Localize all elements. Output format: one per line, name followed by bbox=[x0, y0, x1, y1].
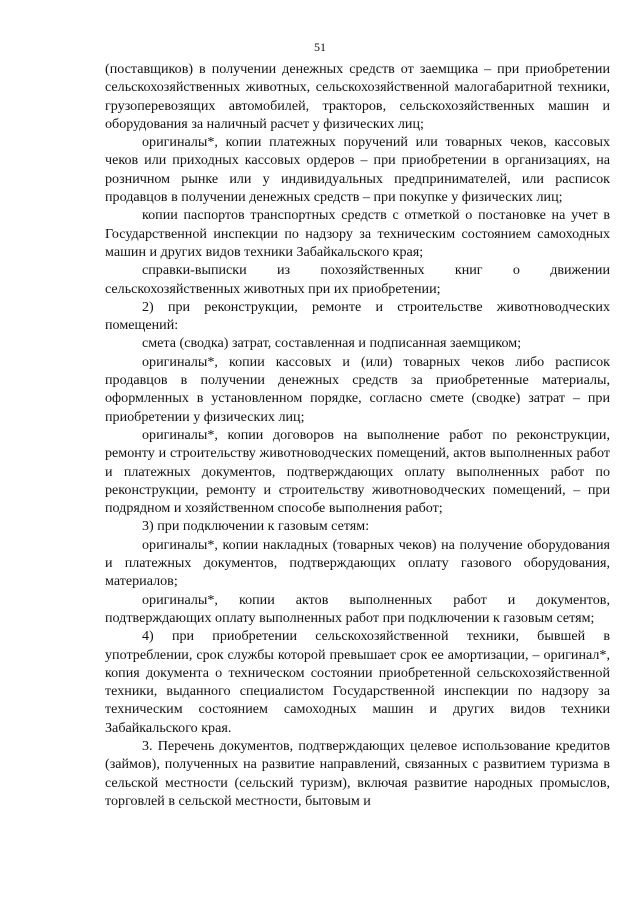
paragraph-household-book-extracts: справки-выписки из похозяйственных книг о движении сельскохозяйственных животных при их приобретении; bbox=[105, 262, 610, 297]
paragraph-originals-acts-gas: оригиналы*, копии актов выполненных работ и документов, подтверждающих оплату выполненных работ при подключении к газовым сетям; bbox=[105, 591, 610, 626]
paragraph-item-4-used-machinery: 4) при приобретении сельскохозяйственной техники, бывшей в употреблении, срок службы которой превышает срок ее амортизации, – оригинал*, копия документа о техническом состоянии приобретенной сельскохозяйственной техники, выданного специалистом Государственной инспекции по надзору за техническим состоянием самоходных машин и других видов техники Забайкальского края. bbox=[105, 628, 610, 736]
paragraph-originals-work-contracts: оригиналы*, копии договоров на выполнение работ по реконструкции, ремонту и строительству животноводческих помещений, актов выполненных работ и платежных документов, подтверждающих оплату выполненных работ по реконструкции, ремонту и строительству животноводческих помещений, – при подрядном и хозяйственном способе выполнения работ; bbox=[105, 426, 610, 517]
paragraph-suppliers-receipt: (поставщиков) в получении денежных средств от заемщика – при приобретении сельскохозяйственных животных, сельскохозяйственной малогабаритной техники, грузоперевозящих автомобилей, тракторов, сельскохозяйственных машин и оборудования за наличный расчет у физических лиц; bbox=[105, 61, 610, 132]
document-body bbox=[105, 60, 610, 810]
paragraph-originals-receipts-materials: оригиналы*, копии кассовых и (или) товарных чеков либо расписок продавцов в получении денежных средств за приобретенные материалы, оформленных в установленном порядке, согласно смете (сводке) затрат – при приобретении у физических лиц; bbox=[105, 353, 610, 425]
paragraph-item-3-gas-networks: 3) при подключении к газовым сетям: bbox=[142, 518, 370, 535]
paragraph-item-2-reconstruction: 2) при реконструкции, ремонте и строительстве животноводческих помещений: bbox=[105, 298, 610, 334]
page-number: 51 bbox=[314, 40, 326, 54]
paragraph-originals-invoices-gas: оригиналы*, копии накладных (товарных чеков) на получение оборудования и платежных документов, подтверждающих оплату газового оборудования, материалов; bbox=[105, 536, 610, 590]
paragraph-originals-payment-orders: оригиналы*, копии платежных поручений или товарных чеков, кассовых чеков или приходных кассовых ордеров – при приобретении в организациях, на розничном рынке или у индивидуальных предпринимателей, или расписок продавцов в получении денежных средств – при покупке у физических лиц; bbox=[105, 134, 610, 206]
paragraph-section-3-tourism: 3. Перечень документов, подтверждающих целевое использование кредитов (займов), полученных на развитие направлений, связанных с развитием туризма в сельской местности (сельский туризм), включая развитие народных промыслов, торговлей в сельской местности, бытовым и bbox=[105, 737, 610, 809]
paragraph-cost-estimate: смета (сводка) затрат, составленная и подписанная заемщиком; bbox=[142, 335, 522, 352]
paragraph-vehicle-passports: копии паспортов транспортных средств с отметкой о постановке на учет в Государственной инспекции по надзору за техническим состоянием самоходных машин и других видов техники Забайкальского края; bbox=[105, 207, 610, 260]
